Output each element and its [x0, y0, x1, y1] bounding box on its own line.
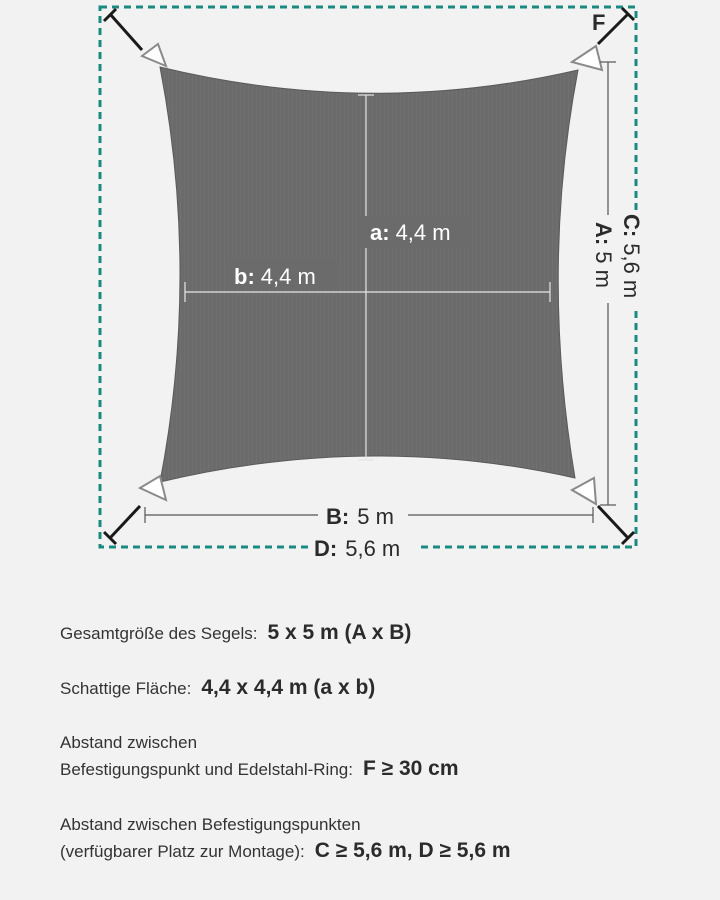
label-C: C:5,6 m — [619, 214, 644, 299]
spec-shade-area — [60, 675, 375, 702]
spec-total-label: Gesamtgröße des Segels: — [60, 624, 258, 643]
spec-points-line2: (verfügbarer Platz zur Montage): — [60, 842, 305, 861]
label-b: b: 4,4 m — [234, 264, 316, 289]
spec-points-distance — [60, 812, 511, 865]
label-a: a: 4,4 m — [370, 220, 451, 245]
spec-ring-line1: Abstand zwischen — [60, 733, 198, 752]
label-F: F — [592, 10, 606, 35]
spec-shade-value: 4,4 x 4,4 m (a x b) — [201, 676, 376, 699]
arrow-bottom-right — [598, 506, 628, 538]
arrow-top-left — [110, 14, 142, 50]
spec-ring-distance — [60, 730, 459, 783]
label-D: D: 5,6 m — [314, 536, 401, 560]
spec-shade-label: Schattige Fläche: — [60, 679, 192, 698]
arrow-bottom-left — [110, 506, 140, 538]
spec-total-size — [60, 620, 411, 647]
spec-ring-value: F ≥ 30 cm — [362, 757, 459, 780]
spec-points-value: C ≥ 5,6 m, D ≥ 5,6 m — [314, 839, 511, 862]
ring-top-left — [142, 44, 166, 66]
shade-sail — [160, 67, 578, 482]
spec-total-value: 5 x 5 m (A x B) — [267, 621, 412, 644]
ring-top-right — [572, 46, 602, 70]
ring-bottom-right — [572, 478, 596, 504]
spec-points-line1: Abstand zwischen Befestigungspunkten — [60, 815, 361, 834]
label-A: A:5 m — [591, 222, 616, 288]
label-B: B: 5 m — [326, 504, 394, 529]
spec-ring-line2: Befestigungspunkt und Edelstahl-Ring: — [60, 760, 353, 779]
